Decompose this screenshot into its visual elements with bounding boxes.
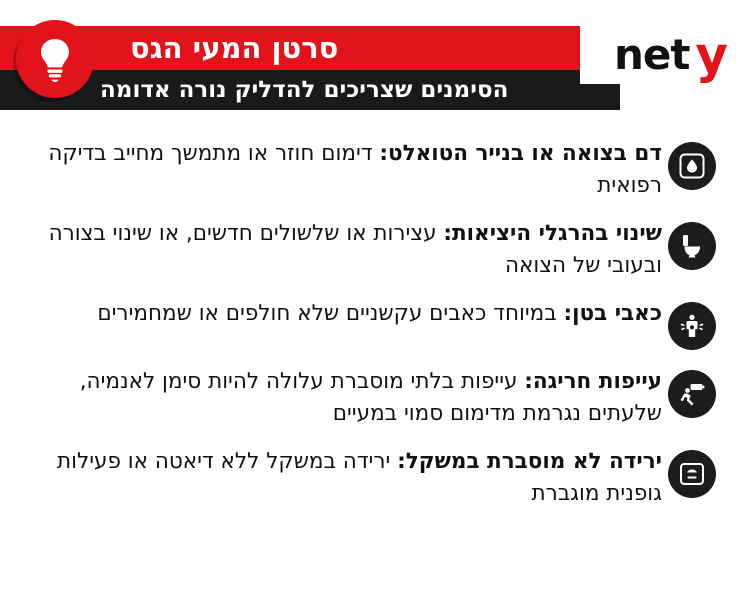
list-item-bold: עייפות חריגה:: [524, 369, 662, 394]
lightbulb-badge: [16, 20, 94, 98]
toilet-icon: [668, 222, 716, 270]
list-item-bold: ירידה לא מוסברת במשקל:: [397, 449, 662, 474]
logo-y-letter: y: [695, 26, 726, 84]
list-item-rest: עייפות בלתי מוסברת עלולה להיות סימן לאנמיה, שלעתים נגרמת מדימום סמוי במעיים: [79, 369, 662, 426]
list-item-text: [0, 446, 662, 510]
list-item-bold: שינוי בהרגלי היציאות:: [443, 221, 662, 246]
lightbulb-icon: [16, 20, 94, 98]
list-item-text: [0, 298, 662, 330]
list-item-bold: כאבי בטן:: [563, 301, 662, 326]
abdominal-pain-icon: [668, 302, 716, 350]
fatigue-icon: [668, 370, 716, 418]
logo-net-word: net: [613, 30, 690, 79]
list-item-rest: דימום חוזר או מתמשך מחייב בדיקה רפואית: [48, 141, 662, 198]
page-title: סרטן המעי הגס: [130, 31, 339, 65]
list-item: [0, 446, 740, 510]
list-item: [0, 366, 740, 430]
list-item-text: [0, 138, 662, 202]
list-item-text: [0, 366, 662, 430]
header: [0, 0, 740, 112]
list-item: [0, 298, 740, 350]
list-item-rest: עצירות או שלשולים חדשים, או שינוי בצורה ובעובי של הצואה: [48, 221, 662, 278]
scale-icon: [668, 450, 716, 498]
list-item-rest: ירידה במשקל ללא דיאטה או פעילות גופנית מוגברת: [57, 449, 662, 506]
list-item-rest: במיוחד כאבים עקשניים שלא חולפים או שמחמירים: [97, 301, 564, 326]
list-item: [0, 138, 740, 202]
symptom-list: [0, 126, 740, 522]
list-item: [0, 218, 740, 282]
ynet-logo: [580, 26, 740, 84]
blood-drop-icon: [668, 142, 716, 190]
page-subtitle: הסימנים שצריכים להדליק נורה אדומה: [100, 77, 509, 103]
list-item-bold: דם בצואה או בנייר הטואלט:: [379, 141, 662, 166]
list-item-text: [0, 218, 662, 282]
